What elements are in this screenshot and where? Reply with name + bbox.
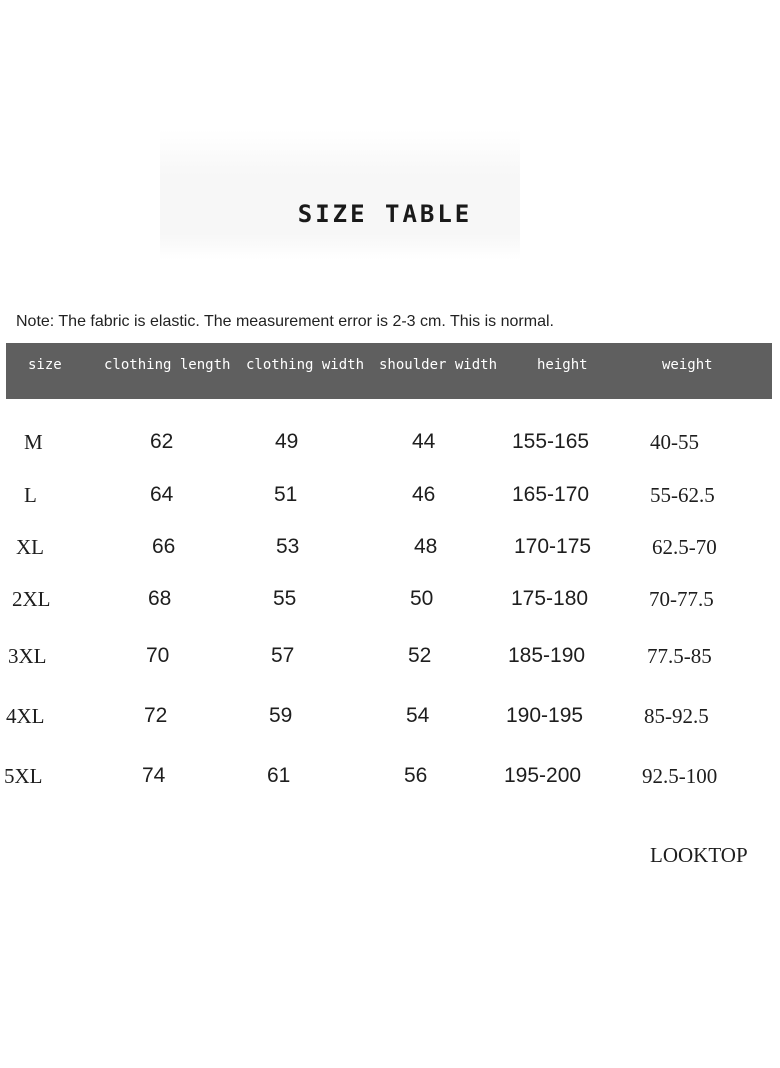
table-cell: 48	[414, 535, 438, 558]
table-cell: 46	[412, 483, 436, 506]
header-cell-size: size	[28, 357, 62, 373]
table-cell: L	[24, 483, 37, 507]
table-cell: 170-175	[514, 535, 592, 558]
table-cell: 190-195	[506, 704, 584, 727]
table-cell: 59	[269, 704, 293, 727]
table-cell: 44	[412, 430, 436, 453]
table-cell: 2XL	[12, 587, 51, 611]
table-cell: 62	[150, 430, 174, 453]
table-cell: 55-62.5	[650, 483, 715, 507]
table-cell: 62.5-70	[652, 535, 717, 559]
table-cell: 49	[275, 430, 299, 453]
table-cell: 72	[144, 704, 168, 727]
header-cell-weight: weight	[662, 357, 713, 373]
table-cell: 85-92.5	[644, 704, 709, 728]
table-cell: 54	[406, 704, 430, 727]
table-cell: 52	[408, 644, 432, 667]
brand-label: LOOKTOP	[650, 843, 748, 867]
table-cell: 74	[142, 764, 166, 787]
table-cell: 40-55	[650, 430, 699, 454]
title-background	[160, 130, 520, 260]
table-cell: 55	[273, 587, 297, 610]
table-cell: 92.5-100	[642, 764, 718, 788]
table-cell: 155-165	[512, 430, 590, 453]
table-cell: 3XL	[8, 644, 47, 668]
table-cell: 56	[404, 764, 428, 787]
measurement-note: Note: The fabric is elastic. The measurement error is 2-3 cm. This is normal.	[16, 313, 554, 330]
table-cell: 70	[146, 644, 170, 667]
table-cell: 57	[271, 644, 295, 667]
table-cell: 68	[148, 587, 172, 610]
table-cell: 51	[274, 483, 298, 506]
table-cell: 175-180	[511, 587, 589, 610]
table-cell: 70-77.5	[649, 587, 714, 611]
table-cell: 195-200	[504, 764, 582, 787]
table-cell: 61	[267, 764, 291, 787]
table-cell: 53	[276, 535, 300, 558]
table-cell: 4XL	[6, 704, 45, 728]
header-cell-height: height	[537, 357, 588, 373]
table-cell: M	[24, 430, 43, 454]
header-cell-clothing-width: clothing width	[246, 357, 365, 373]
table-cell: XL	[16, 535, 44, 559]
table-cell: 64	[150, 483, 174, 506]
table-cell: 50	[410, 587, 434, 610]
table-cell: 66	[152, 535, 176, 558]
header-cell-clothing-length: clothing length	[104, 357, 231, 373]
table-cell: 5XL	[4, 764, 43, 788]
table-cell: 77.5-85	[647, 644, 712, 668]
header-cell-shoulder-width: shoulder width	[379, 357, 498, 373]
table-cell: 165-170	[512, 483, 590, 506]
page-title: SIZE TABLE	[297, 200, 473, 228]
table-cell: 185-190	[508, 644, 586, 667]
